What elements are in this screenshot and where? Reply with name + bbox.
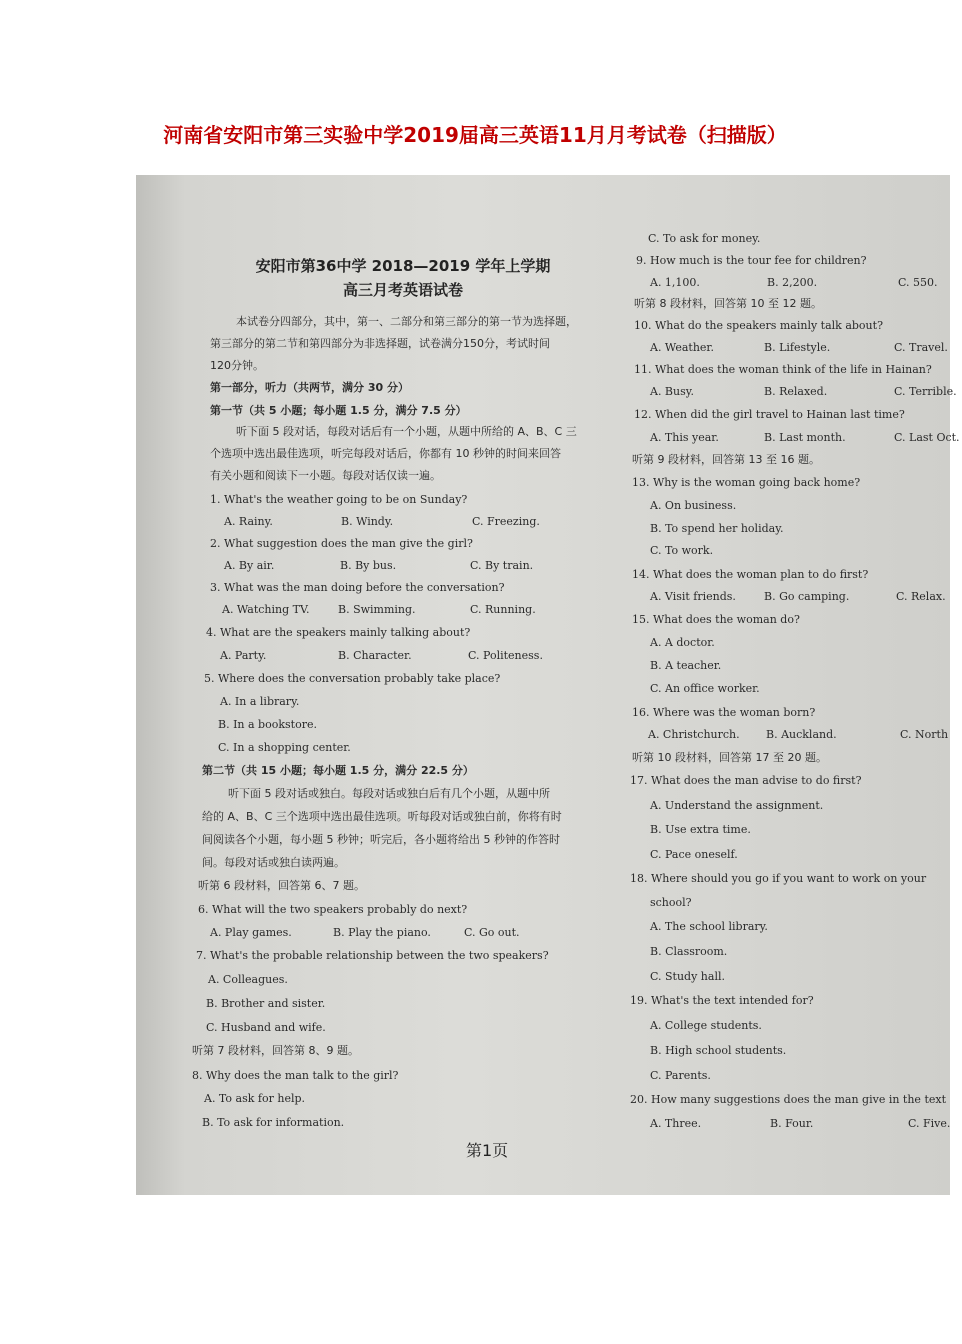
intro-line: 本试卷分四部分，其中，第一、二部分和第三部分的第一节为选择题，	[236, 315, 577, 328]
page-number: 第1页	[466, 1141, 509, 1160]
question-10: 10. What do the speakers mainly talk about?	[634, 319, 883, 332]
option: A. Play games.	[210, 926, 292, 939]
question-17: 17. What does the man advise to do first?	[630, 774, 862, 787]
instruction-line: 间阅读各个小题，每小题 5 秒钟；听完后，各小题将给出 5 秒钟的作答时	[202, 833, 560, 846]
option: A. Visit friends.	[650, 590, 736, 603]
question-16: 16. Where was the woman born?	[632, 706, 816, 719]
question-1: 1. What's the weather going to be on Sunday?	[210, 493, 468, 506]
option: B. Windy.	[341, 515, 394, 528]
question-9: 9. How much is the tour fee for children?	[636, 254, 867, 267]
option: A. Christchurch.	[648, 728, 740, 741]
option: A. Three.	[650, 1117, 702, 1130]
option: A. To ask for help.	[204, 1092, 306, 1105]
option: A. College students.	[650, 1019, 762, 1032]
question-6: 6. What will the two speakers probably do next?	[198, 903, 468, 916]
question-5: 5. Where does the conversation probably take place?	[204, 672, 501, 685]
option: B. Go camping.	[764, 590, 850, 603]
question-11: 11. What does the woman think of the life in Hainan?	[634, 363, 932, 376]
intro-line: 120分钟。	[210, 359, 264, 372]
option: B. By bus.	[340, 559, 397, 572]
option: A. Colleagues.	[208, 973, 288, 986]
option: B. Classroom.	[650, 945, 728, 958]
question-18-continued: school?	[650, 896, 692, 909]
option: A. Understand the assignment.	[650, 799, 824, 812]
option: A. This year.	[650, 431, 719, 444]
instruction-line: 听下面 5 段对话或独白。每段对话或独白后有几个小题，从题中所	[228, 787, 550, 800]
option: B. To spend her holiday.	[650, 522, 784, 535]
question-20: 20. How many suggestions does the man give in the text	[630, 1093, 946, 1106]
question-12: 12. When did the girl travel to Hainan last time?	[634, 408, 905, 421]
option: C. Study hall.	[650, 970, 725, 983]
option: B. Play the piano.	[333, 926, 431, 939]
option: B. Relaxed.	[764, 385, 828, 398]
material-heading: 听第 8 段材料，回答第 10 至 12 题。	[634, 297, 822, 310]
option: C. In a shopping center.	[218, 741, 351, 754]
option: B. Character.	[338, 649, 412, 662]
question-3: 3. What was the man doing before the conversation?	[210, 581, 505, 594]
option: B. High school students.	[650, 1044, 787, 1057]
material-heading: 听第 7 段材料，回答第 8、9 题。	[192, 1044, 359, 1057]
option: C. Husband and wife.	[206, 1021, 326, 1034]
section2-heading: 第二节（共 15 小题；每小题 1.5 分，满分 22.5 分）	[202, 764, 474, 777]
instruction-line: 听下面 5 段对话，每段对话后有一个小题，从题中所给的 A、B、C 三	[236, 425, 577, 438]
material-heading: 听第 10 段材料，回答第 17 至 20 题。	[632, 751, 827, 764]
option: C. Five.	[908, 1117, 951, 1130]
part1-heading: 第一部分，听力（共两节，满分 30 分）	[210, 381, 409, 394]
option: A. Busy.	[650, 385, 694, 398]
option: C. To ask for money.	[648, 232, 761, 245]
instruction-line: 个选项中选出最佳选项，听完每段对话后，你都有 10 秒钟的时间来回答	[210, 447, 561, 460]
option: A. 1,100.	[650, 276, 700, 289]
exam-title-line2: 高三月考英语试卷	[342, 281, 463, 299]
option: B. Use extra time.	[650, 823, 751, 836]
option: A. The school library.	[650, 920, 768, 933]
option: A. Party.	[220, 649, 267, 662]
option: C. Last Oct.	[894, 431, 960, 444]
option: B. 2,200.	[767, 276, 818, 289]
option: C. By train.	[470, 559, 534, 572]
question-15: 15. What does the woman do?	[632, 613, 800, 626]
material-heading: 听第 9 段材料，回答第 13 至 16 题。	[632, 453, 820, 466]
instruction-line: 间。每段对话或独白读两遍。	[202, 856, 345, 869]
option: A. By air.	[224, 559, 275, 572]
option: C. Pace oneself.	[650, 848, 738, 861]
option: C. Freezing.	[472, 515, 540, 528]
option: A. Rainy.	[224, 515, 273, 528]
section1-heading: 第一节（共 5 小题；每小题 1.5 分，满分 7.5 分）	[210, 404, 467, 417]
option: B. To ask for information.	[202, 1116, 345, 1129]
question-7: 7. What's the probable relationship between the two speakers?	[196, 949, 549, 962]
option: B. Brother and sister.	[206, 997, 326, 1010]
option: C. An office worker.	[650, 682, 760, 695]
option: B. In a bookstore.	[218, 718, 317, 731]
option: B. Four.	[770, 1117, 814, 1130]
option: C. To work.	[650, 544, 714, 557]
question-13: 13. Why is the woman going back home?	[632, 476, 861, 489]
option: C. Go out.	[464, 926, 520, 939]
option: B. Lifestyle.	[764, 341, 831, 354]
question-18: 18. Where should you go if you want to work on your	[630, 872, 927, 885]
intro-line: 第三部分的第二节和第四部分为非选择题，试卷满分150分，考试时间	[210, 337, 550, 350]
option: B. Swimming.	[338, 603, 416, 616]
option: A. A doctor.	[650, 636, 715, 649]
material-heading: 听第 6 段材料，回答第 6、7 题。	[198, 879, 365, 892]
option: A. On business.	[650, 499, 737, 512]
scanned-exam-page	[136, 175, 960, 1195]
question-4: 4. What are the speakers mainly talking about?	[206, 626, 471, 639]
question-2: 2. What suggestion does the man give the girl?	[210, 537, 473, 550]
option: C. Relax.	[896, 590, 946, 603]
exam-title-line1: 安阳市第36中学 2018—2019 学年上学期	[255, 257, 551, 275]
question-8: 8. Why does the man talk to the girl?	[192, 1069, 399, 1082]
option: C. North	[900, 728, 949, 741]
document-title: 河南省安阳市第三实验中学2019届高三英语11月月考试卷（扫描版）	[163, 123, 787, 147]
instruction-line: 有关小题和阅读下一小题。每段对话仅读一遍。	[210, 469, 441, 482]
instruction-line: 给的 A、B、C 三个选项中选出最佳选项。听每段对话或独白前，你将有时	[202, 810, 562, 823]
option: C. Running.	[470, 603, 536, 616]
option: B. Last month.	[764, 431, 846, 444]
option: C. Terrible.	[894, 385, 957, 398]
option: B. A teacher.	[650, 659, 722, 672]
option: A. Watching TV.	[222, 603, 310, 616]
option: C. 550.	[898, 276, 938, 289]
option: C. Parents.	[650, 1069, 711, 1082]
option: B. Auckland.	[766, 728, 837, 741]
option: A. In a library.	[220, 695, 300, 708]
option: C. Travel.	[894, 341, 948, 354]
question-19: 19. What's the text intended for?	[630, 994, 814, 1007]
option: A. Weather.	[650, 341, 714, 354]
question-14: 14. What does the woman plan to do first?	[632, 568, 869, 581]
option: C. Politeness.	[468, 649, 543, 662]
